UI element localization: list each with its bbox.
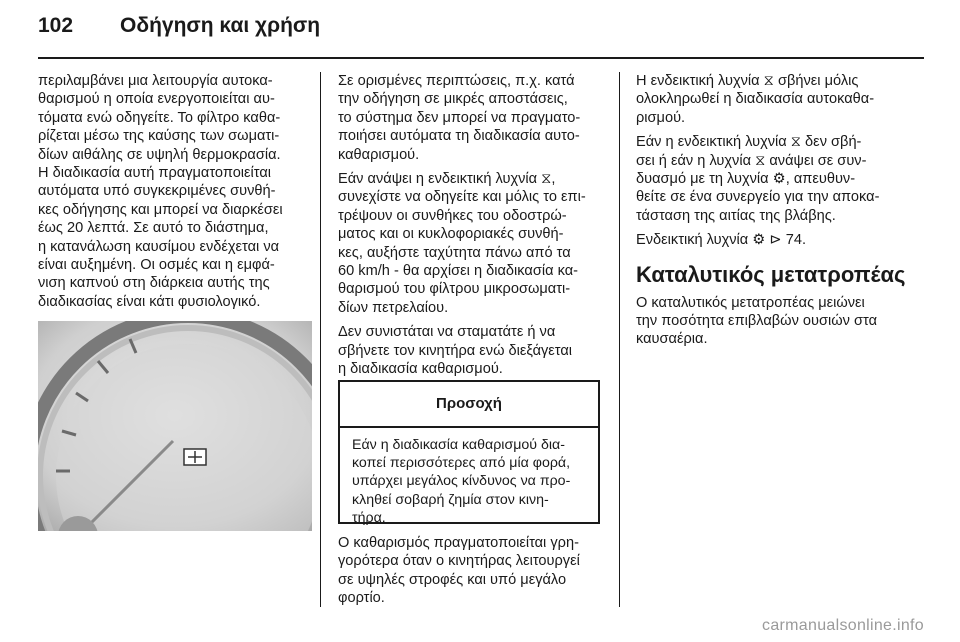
col2-paragraph-3: Δεν συνιστάται να σταματάτε ή να σβήνετε τον κινητήρα ενώ διεξάγεται η διαδικασία καθαρισμού.: [338, 324, 573, 378]
header-rule: [38, 57, 924, 59]
col3-paragraph-4: Ο καταλυτικός μετατροπέας μειώνει την ποσότητα επιβλαβών ουσιών στα καυσαέρια.: [636, 294, 878, 348]
col3-paragraph-3: Ενδεικτική λυχνία ⚙ ⊳ 74.: [636, 232, 807, 249]
page-header: [0, 0, 960, 62]
col3-paragraph-1: Η ενδεικτική λυχνία ⧖ σβήνει μόλις ολοκληρωθεί η διαδικασία αυτοκαθα- ρισμού.: [636, 73, 875, 126]
column-divider-2: [619, 72, 620, 607]
section-heading: Καταλυτικός μετατροπέας: [636, 261, 906, 287]
column-3: [636, 72, 926, 355]
caution-title: Προσοχή: [340, 382, 598, 428]
column-1: [38, 72, 312, 317]
watermark: carmanualsonline.info: [762, 617, 924, 634]
col3-paragraph-2: Εάν η ενδεικτική λυχνία ⧖ δεν σβή- σει ή εάν η λυχνία ⧖ ανάψει σε συν- δυασμό με τη λυχνία ⚙, απευθυν- θείτε σε ένα συνεργείο για την αποκα- τάσταση της αιτίας της βλάβης.: [636, 134, 880, 224]
col2-paragraph-4: Ο καθαρισμός πραγματοποιείται γρη- γορότερα όταν ο κινητήρας λειτουργεί σε υψηλές στροφές και υπό μεγάλο φορτίο.: [338, 535, 580, 607]
col2-paragraph-1: Σε ορισμένες περιπτώσεις, π.χ. κατά την οδήγηση σε μικρές αποστάσεις, το σύστημα δεν μπορεί να πραγματο- ποιήσει αυτόματα τη διαδικασία αυτο- καθαρισμού.: [338, 73, 581, 163]
gauge-illustration: [38, 321, 312, 531]
column-divider-1: [320, 72, 321, 607]
caution-text: Εάν η διαδικασία καθαρισμού δια- κοπεί περισσότερες από μία φορά, υπάρχει μεγάλος κίνδυνος να προ- κληθεί σοβαρή ζημία στον κινη- τήρα.: [352, 437, 571, 526]
caution-box: [338, 380, 600, 524]
page-number: 102: [38, 14, 74, 37]
page-title: Οδήγηση και χρήση: [120, 14, 321, 37]
col1-paragraph: περιλαμβάνει μια λειτουργία αυτοκα- θαρισμού η οποία ενεργοποιείται αυ- τόματα ενώ οδηγείτε. Το φίλτρο καθα- ρίζεται μέσω της καύσης των σωματι- δίων αιθάλης σε υψηλή θερμοκρασία. Η διαδικασία αυτή πραγματοποιείται αυτόματα υπό συγκεκριμένες συνθή- κες οδήγησης και μπορεί να διαρκέσει έως 20 λεπτά. Σε αυτό το διάστημα, η κατανάλωση καυσίμου ενδέχεται να είναι αυξημένη. Οι οσμές και η εμφά- νιση καπνού στη διάρκεια αυτής της διαδικασίας είναι κάτι φυσιολογικό.: [38, 73, 283, 310]
column-2: [338, 72, 608, 385]
instrument-gauge-figure: [38, 321, 312, 531]
col2-paragraph-2: Εάν ανάψει η ενδεικτική λυχνία ⧖, συνεχίστε να οδηγείτε και μόλις το επι- τρέψουν οι συνθήκες του οδοστρώ- ματος και οι κυκλοφοριακές συνθή- κες, αυξήστε ταχύτητα πάνω από τα 60 km/h - θα αρχίσει η διαδικασία κα- θαρισμού του φίλτρου μικροσωματι- δίων πετρελαίου.: [338, 171, 586, 316]
